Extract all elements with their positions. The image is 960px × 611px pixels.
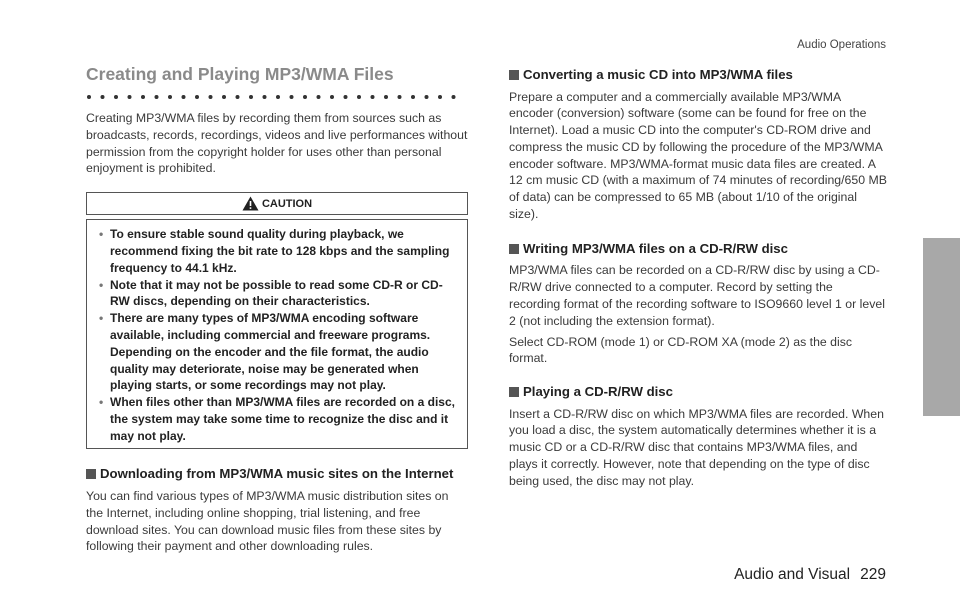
section-body-download: You can find various types of MP3/WMA music distribution sites on the Internet, including online shopping, trial listening, and free download sites. You can download music files from these sites by following their payment and other downloading rules. <box>86 489 449 554</box>
rule-dot <box>249 95 253 99</box>
header-section-label: Audio Operations <box>797 39 886 51</box>
right-column <box>509 66 887 490</box>
rule-dot <box>452 95 456 99</box>
rule-dot <box>317 95 321 99</box>
warning-triangle-icon <box>242 196 259 211</box>
caution-item: • To ensure stable sound quality during playback, we recommend fixing the bit rate to 128 kbps and the sampling frequency to 44.1 kHz. <box>99 226 459 276</box>
section-title-convert: Converting a music CD into MP3/WMA files <box>509 66 887 84</box>
rule-dot <box>128 95 132 99</box>
rule-dot <box>195 95 199 99</box>
section-title-download: Downloading from MP3/WMA music sites on the Internet <box>86 465 468 483</box>
rule-dot <box>168 95 172 99</box>
side-index-tab <box>923 238 960 416</box>
rule-dot <box>303 95 307 99</box>
rule-dot <box>209 95 213 99</box>
caution-header <box>86 192 468 215</box>
caution-item: • There are many types of MP3/WMA encoding software available, including commercial and freeware programs. Depending on the encoder and the file format, the audio quality may deteriorate, noise may be generated when playing starts, or some recordings may not play. <box>99 310 459 394</box>
rule-dot <box>371 95 375 99</box>
section-title-playing: Playing a CD-R/RW disc <box>509 383 887 401</box>
rule-dot <box>398 95 402 99</box>
rule-dot <box>222 95 226 99</box>
caution-list <box>99 226 459 444</box>
footer-section-label: Audio and Visual <box>734 566 851 583</box>
rule-dot <box>114 95 118 99</box>
caution-item: • When files other than MP3/WMA files are recorded on a disc, the system may take some time to recognize the disc and it may not play. <box>99 394 459 444</box>
rule-dot <box>384 95 388 99</box>
title-dotted-rule <box>86 93 466 101</box>
rule-dot <box>357 95 361 99</box>
page-footer <box>734 566 886 584</box>
rule-dot <box>425 95 429 99</box>
left-column <box>86 110 468 555</box>
rule-dot <box>87 95 91 99</box>
section-body-writing: MP3/WMA files can be recorded on a CD-R/RW disc by using a CD-R/RW drive connected to a computer. Record by setting the recording format of the recording software to ISO9660 level 1 or level 2 (not including the extension format). <box>509 263 885 328</box>
rule-dot <box>290 95 294 99</box>
section-body-writing-format: Select CD-ROM (mode 1) or CD-ROM XA (mode 2) as the disc format. <box>509 334 853 366</box>
caution-label: CAUTION <box>261 197 313 210</box>
rule-dot <box>344 95 348 99</box>
rule-dot <box>276 95 280 99</box>
page-number: 229 <box>860 566 886 583</box>
caution-box <box>86 219 468 448</box>
caution-item: • Note that it may not be possible to read some CD-R or CD-RW discs, depending on their characteristics. <box>99 277 459 311</box>
rule-dot <box>438 95 442 99</box>
rule-dot <box>263 95 267 99</box>
rule-dot <box>155 95 159 99</box>
section-body-playing: Insert a CD-R/RW disc on which MP3/WMA files are recorded. When you load a disc, the system automatically determines whether it is a music CD or a CD-R/RW disc that contains MP3/WMA files, and plays it correctly. However, note that depending on the type of disc being used, the disc may not play. <box>509 406 884 488</box>
intro-paragraph: Creating MP3/WMA files by recording them from sources such as broadcasts, records, recordings, videos and live performances without permission from the copyright holder for uses other than personal enjoyment is prohibited. <box>86 111 468 176</box>
rule-dot <box>141 95 145 99</box>
rule-dot <box>101 95 105 99</box>
rule-dot <box>182 95 186 99</box>
section-title-writing: Writing MP3/WMA files on a CD-R/RW disc <box>509 240 887 258</box>
section-body-convert: Prepare a computer and a commercially available MP3/WMA encoder (conversion) software (some can be found for free on the Internet). Load a music CD into the computer's CD-ROM drive and compress the music CD by following the procedure of the MP3/WMA encoder software. MP3/WMA-format music data files are created. A 12 cm music CD (with a maximum of 74 minutes of recording/650 MB of data) can be compressed to 65 MB (about 1/10 of the original size). <box>509 89 887 222</box>
rule-dot <box>411 95 415 99</box>
rule-dot <box>330 95 334 99</box>
rule-dot <box>236 95 240 99</box>
page-title: Creating and Playing MP3/WMA Files <box>86 64 394 84</box>
